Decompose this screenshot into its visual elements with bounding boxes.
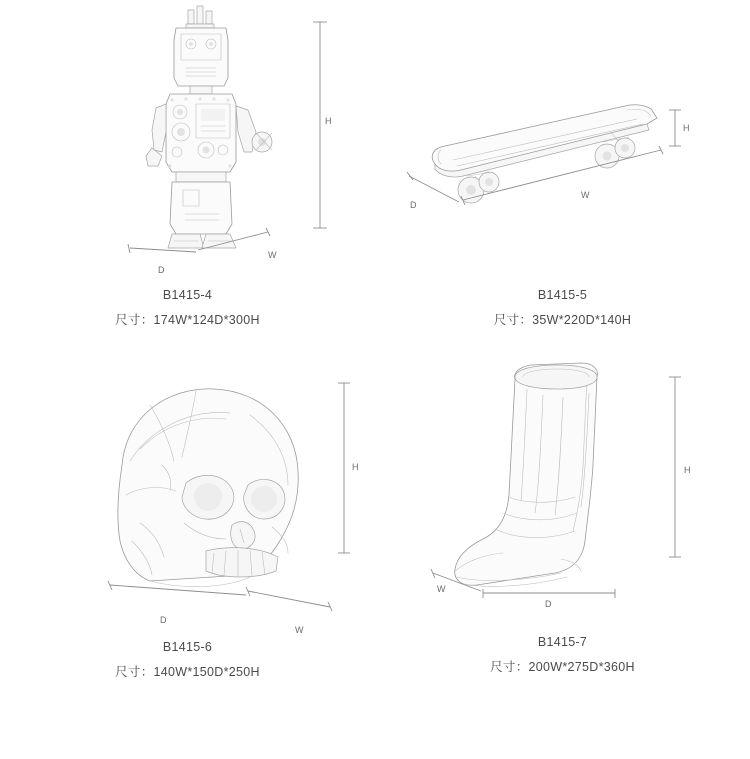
product-cell-b1415-4 — [0, 0, 375, 340]
dim-label-w: W — [268, 250, 277, 260]
dim-label-h: H — [352, 462, 359, 472]
product-code: B1415-5 — [537, 288, 588, 302]
dim-label-d: D — [160, 615, 167, 625]
product-illustration-robot — [0, 0, 375, 280]
product-cell-b1415-5 — [375, 0, 750, 340]
product-illustration-boot — [375, 345, 750, 625]
product-illustration-skull — [0, 345, 375, 635]
product-code: B1415-7 — [537, 635, 588, 649]
dim-label-w: W — [295, 625, 304, 635]
dim-label-d: D — [410, 200, 417, 210]
dim-label-w: W — [437, 584, 446, 594]
product-code: B1415-6 — [162, 640, 213, 654]
product-cell-b1415-6 — [0, 345, 375, 685]
dim-label-d: D — [158, 265, 165, 275]
product-dimensions: 尺寸：140W*150D*250H — [115, 665, 260, 679]
dim-label-h: H — [684, 465, 691, 475]
product-dimensions: 尺寸：174W*124D*300H — [115, 313, 260, 327]
product-code: B1415-4 — [162, 288, 213, 302]
product-cell-b1415-7 — [375, 345, 750, 685]
dim-label-h: H — [325, 116, 332, 126]
product-illustration-skateboard — [375, 0, 750, 280]
dim-label-d: D — [545, 599, 552, 609]
product-dimensions: 尺寸：35W*220D*140H — [493, 313, 632, 327]
dim-label-w: W — [581, 190, 590, 200]
product-dimensions: 尺寸：200W*275D*360H — [490, 660, 635, 674]
dim-label-h: H — [683, 123, 690, 133]
